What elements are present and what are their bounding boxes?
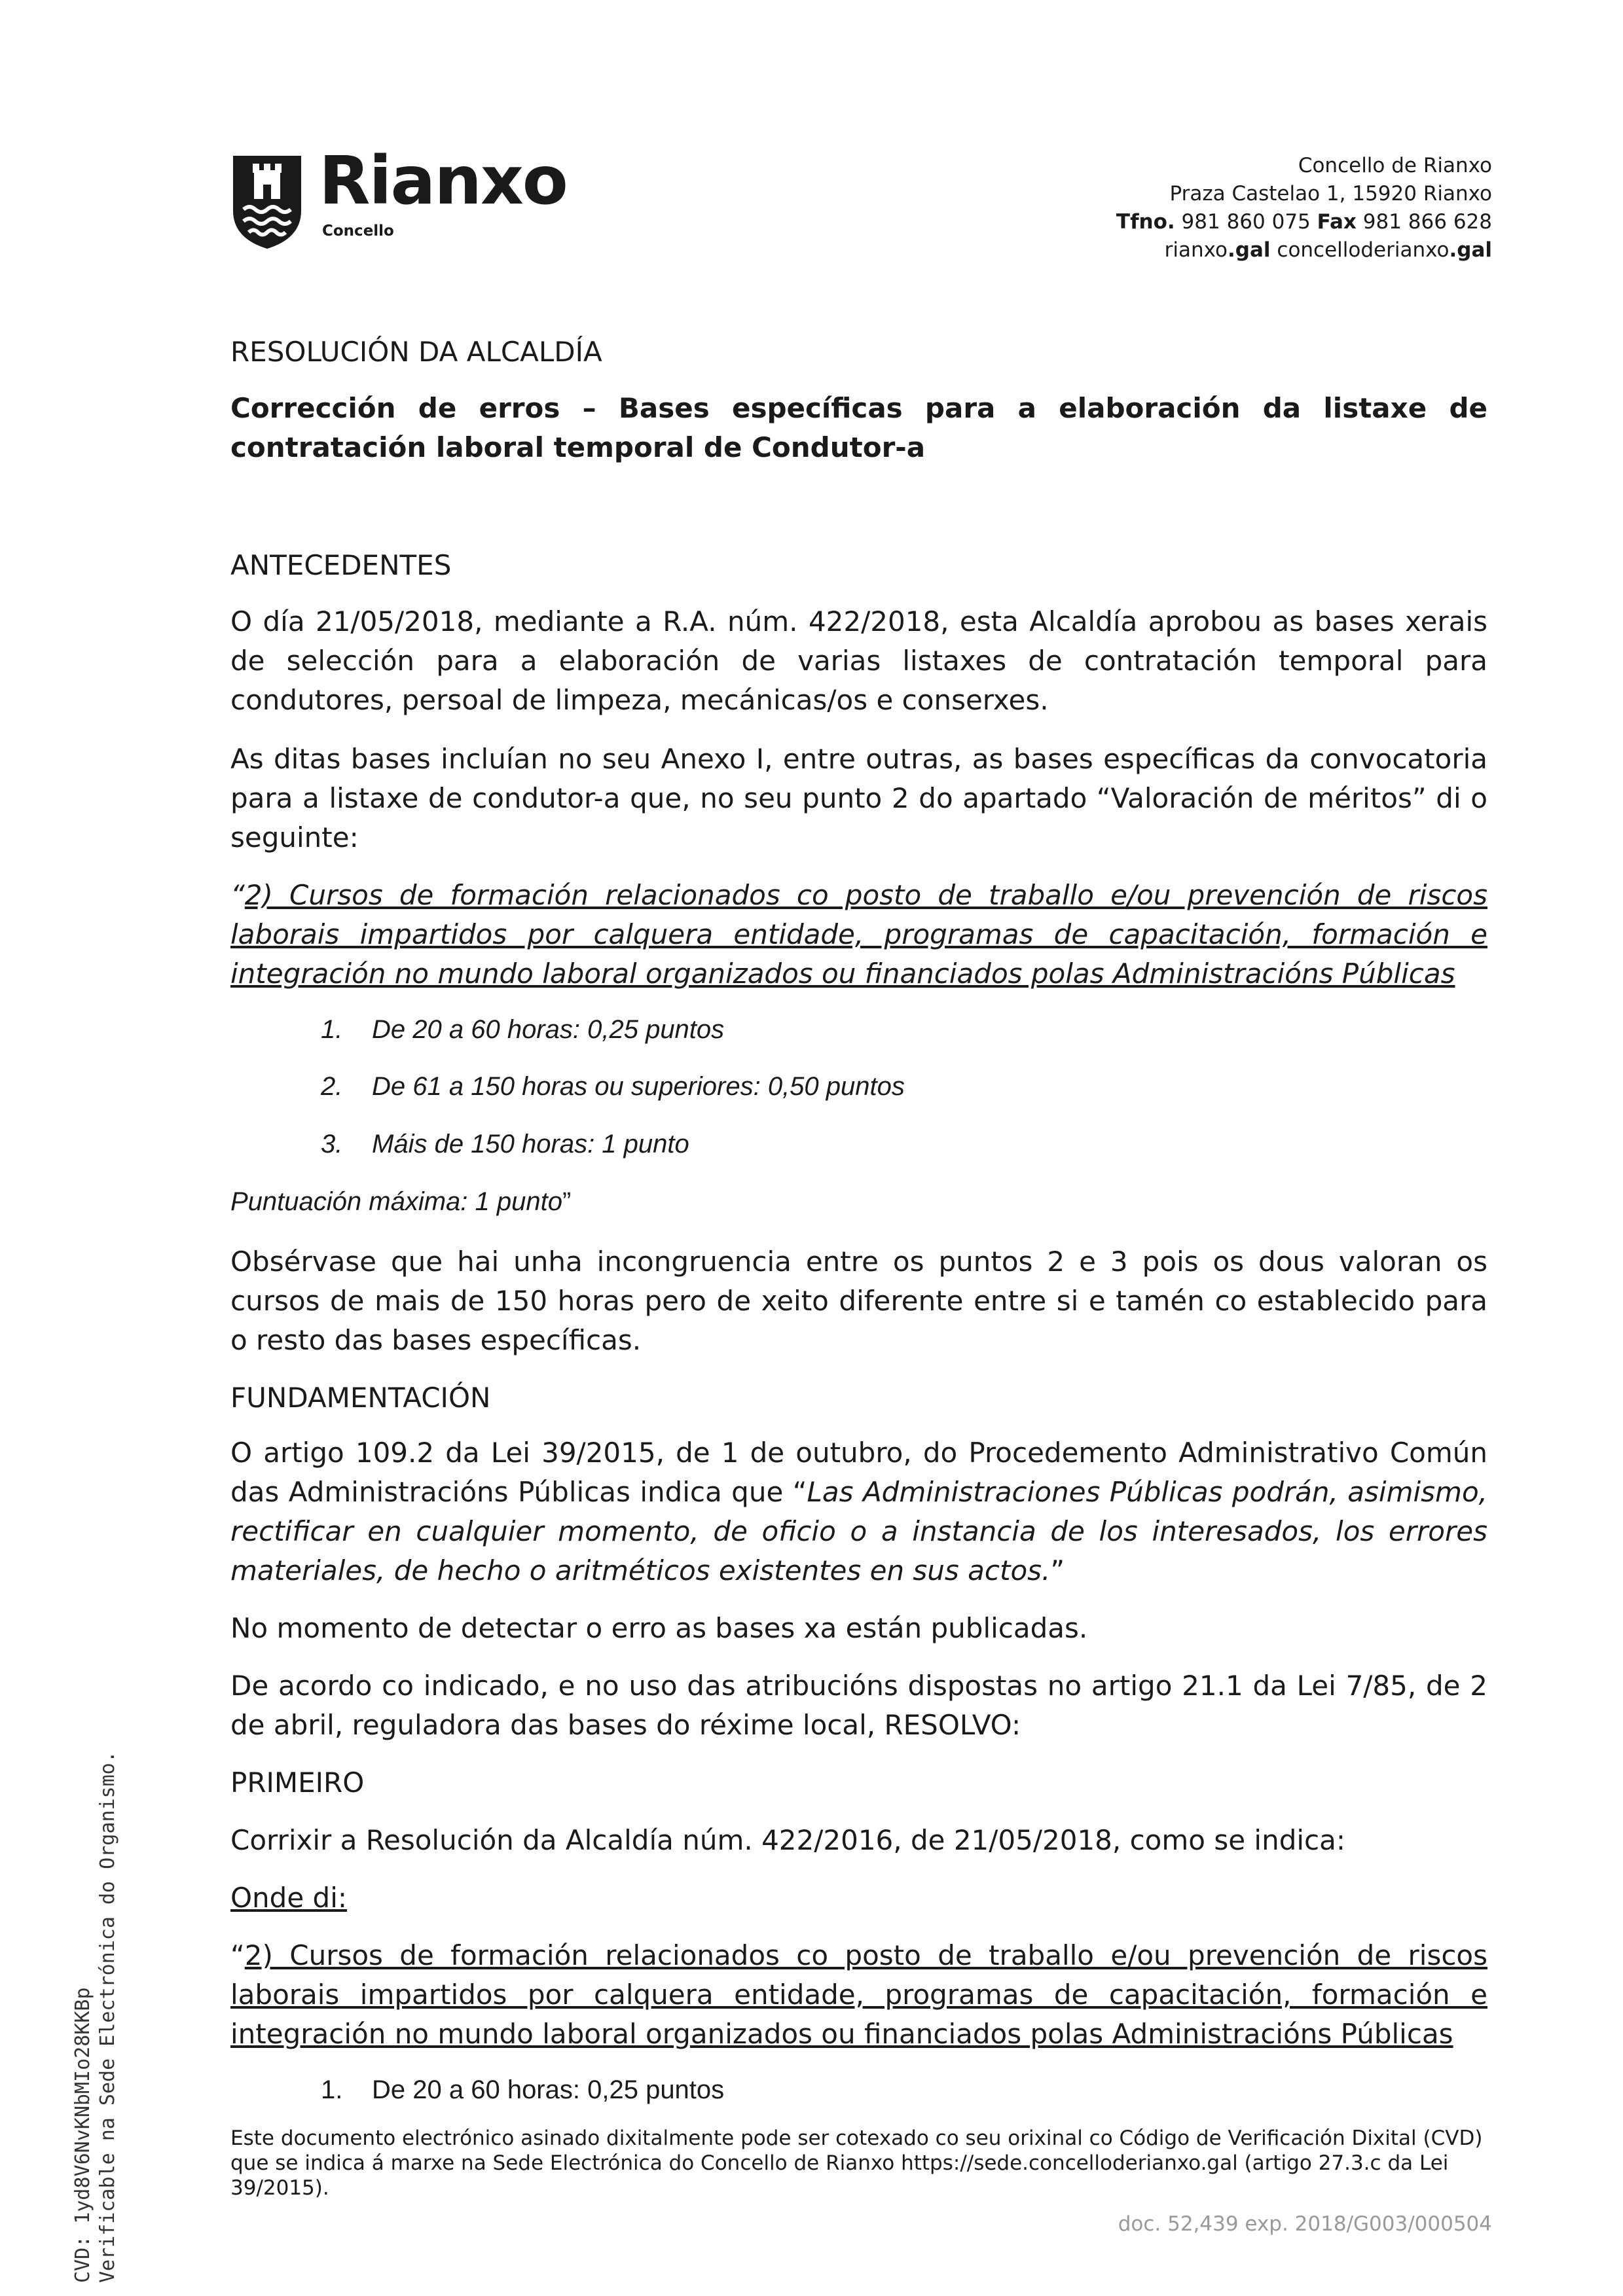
max-score: Puntuación máxima: 1 punto” xyxy=(230,1187,572,1216)
list-item: 3. Máis de 150 horas: 1 punto xyxy=(321,1130,689,1158)
address-line-2: Praza Castelao 1, 15920 Rianxo xyxy=(1169,182,1492,206)
list-item: 1. De 20 a 60 horas: 0,25 puntos xyxy=(321,2075,725,2104)
concello-logo xyxy=(230,142,571,251)
paragraph-2: As ditas bases incluían no seu Anexo I, entre outras, as bases específicas da convocatoria para a listaxe de condutor-a que, no seu punto 2 do apartado “Valoración de méritos” di o seguinte: xyxy=(230,743,1487,853)
rianxo-shield-icon xyxy=(230,153,304,251)
paragraph-6: De acordo co indicado, e no uso das atribucións dispostas no artigo 21.1 da Lei 7/85, de 2 de abril, reguladora das bases do réxime local, RESOLVO: xyxy=(230,1670,1487,1741)
logo-subtitle: Concello xyxy=(322,223,394,240)
quoted-criterion-2: “2) Cursos de formación relacionados co posto de traballo e/ou prevención de riscos laborais impartidos por calquera entidade, programas de capacitación, formación e integración no mundo laboral organizados ou financiados polas Administracións Públicas xyxy=(230,1939,1487,2050)
cvd-code: CVD: 1yd8V6NvKNbMIo28KKBp xyxy=(71,1987,94,2283)
list-item: 1. De 20 a 60 horas: 0,25 puntos xyxy=(321,1015,725,1044)
logo-wordmark: Rianxo xyxy=(319,142,567,220)
primeiro-heading: PRIMEIRO xyxy=(230,1767,365,1799)
web-line: rianxo.gal concelloderianxo.gal xyxy=(1164,238,1492,262)
footer-verification-note: Este documento electrónico asinado dixitalmente pode ser cotexado co seu orixinal co Código de Verificación Dixital (CVD) que se indica á marxe na Sede Electrónica do Concello de Rianxo https://sede.concelloderianxo.gal (artigo 27.3.c da Lei 39/2015). xyxy=(230,2126,1483,2200)
document-reference: doc. 52,439 exp. 2018/G003/000504 xyxy=(1118,2212,1492,2236)
onde-di-label: Onde di: xyxy=(230,1882,348,1914)
list-item: 2. De 61 a 150 horas ou superiores: 0,50 puntos xyxy=(321,1072,905,1101)
address-line-1: Concello de Rianxo xyxy=(1298,154,1492,177)
paragraph-4: O artigo 109.2 da Lei 39/2015, de 1 de outubro, do Procedemento Administrativo Común das Administracións Públicas indica que “Las Administraciones Públicas podrán, asimismo, rectificar en cualquier momento, de oficio o a instancia de los interesados, los errores materiales, de hecho o aritméticos existentes en sus actos.” xyxy=(230,1437,1487,1587)
fundamentacion-heading: FUNDAMENTACIÓN xyxy=(230,1382,491,1414)
side-cvd-text xyxy=(71,1751,120,2283)
paragraph-5: No momento de detectar o erro as bases xa están publicadas. xyxy=(230,1612,1088,1644)
verification-notice: Verificable na Sede Electrónica do Organismo. xyxy=(96,1751,119,2283)
document-type-heading: RESOLUCIÓN DA ALCALDÍA xyxy=(230,336,602,368)
document-title: Corrección de erros – Bases específicas para a elaboración da listaxe de contratación laboral temporal de Condutor-a xyxy=(230,392,1487,463)
paragraph-7: Corrixir a Resolución da Alcaldía núm. 422/2016, de 21/05/2018, como se indica: xyxy=(230,1824,1346,1856)
paragraph-1: O día 21/05/2018, mediante a R.A. núm. 422/2018, esta Alcaldía aprobou as bases xerais de selección para a elaboración de varias listaxes de contratación temporal para condutores, persoal de limpeza, mecánicas/os e conserxes. xyxy=(230,605,1487,716)
address-block xyxy=(1116,152,1492,264)
antecedentes-heading: ANTECEDENTES xyxy=(230,549,452,581)
phone-fax-line: Tfno. 981 860 075 Fax 981 866 628 xyxy=(1116,210,1492,234)
quoted-criterion: “2) Cursos de formación relacionados co posto de traballo e/ou prevención de riscos laborais impartidos por calquera entidade, programas de capacitación, formación e integración no mundo laboral organizados ou financiados polas Administracións Públicas xyxy=(230,879,1487,990)
paragraph-3: Obsérvase que hai unha incongruencia entre os puntos 2 e 3 pois os dous valoran os cursos de mais de 150 horas pero de xeito diferente entre si e tamén co establecido para o resto das bases específicas. xyxy=(230,1246,1487,1356)
